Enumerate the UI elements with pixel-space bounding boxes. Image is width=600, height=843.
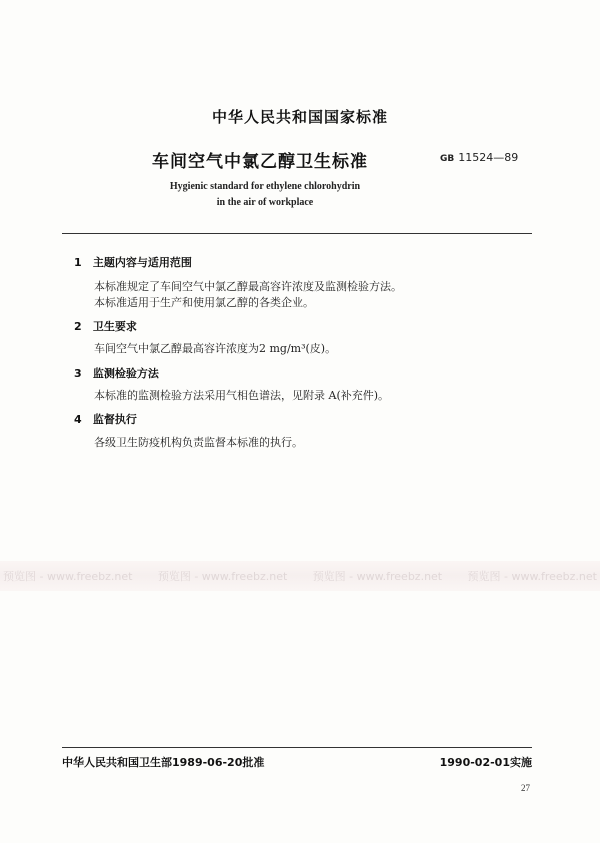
section-paragraph: 本标准规定了车间空气中氯乙醇最高容许浓度及监测检验方法。 xyxy=(94,280,402,293)
section-title: 监测检验方法 xyxy=(92,367,159,380)
document-title: 车间空气中氯乙醇卫生标准 xyxy=(152,152,368,172)
section-paragraph: 本标准适用于生产和使用氯乙醇的各类企业。 xyxy=(94,296,314,309)
section-paragraph: 车间空气中氯乙醇最高容许浓度为2 mg/m³(皮)。 xyxy=(94,342,337,355)
implementation-date: 1990-02-01实施 xyxy=(439,756,532,769)
english-title-line-2: in the air of workplace xyxy=(216,197,314,208)
watermark-text: 预览图 - www.freebz.net xyxy=(312,570,443,583)
section-paragraph: 各级卫生防疫机构负责监督本标准的执行。 xyxy=(94,436,303,449)
approval-statement: 中华人民共和国卫生部1989-06-20批准 xyxy=(62,756,265,769)
section-title: 卫生要求 xyxy=(92,320,137,333)
national-standard-heading: 中华人民共和国国家标准 xyxy=(211,108,388,126)
watermark-text: 预览图 - www.freebz.net xyxy=(467,570,597,583)
section-heading xyxy=(74,254,192,270)
section-paragraph: 本标准的监测检验方法采用气相色谱法，见附录 A(补充件)。 xyxy=(94,389,390,402)
section-number: 4 xyxy=(74,413,82,426)
footer-divider xyxy=(62,747,532,748)
header-divider xyxy=(62,233,532,234)
english-title-line-1: Hygienic standard for ethylene chlorohydrin xyxy=(169,181,361,192)
section-heading xyxy=(74,365,159,381)
section-title: 主题内容与适用范围 xyxy=(92,256,192,269)
section-number: 2 xyxy=(74,320,82,333)
standard-code-prefix: GB xyxy=(440,154,455,164)
watermark-text: 预览图 - www.freebz.net xyxy=(157,570,288,583)
section-title: 监督执行 xyxy=(92,413,137,426)
standard-code-number: 11524—89 xyxy=(458,151,519,164)
section-number: 3 xyxy=(74,367,82,380)
watermark-band xyxy=(0,561,600,591)
section-heading xyxy=(74,318,137,334)
section-number: 1 xyxy=(74,256,82,269)
page-number: 27 xyxy=(521,783,530,793)
watermark-text: 预览图 - www.freebz.net xyxy=(3,570,133,583)
standard-code xyxy=(440,151,518,164)
section-heading xyxy=(74,411,137,427)
